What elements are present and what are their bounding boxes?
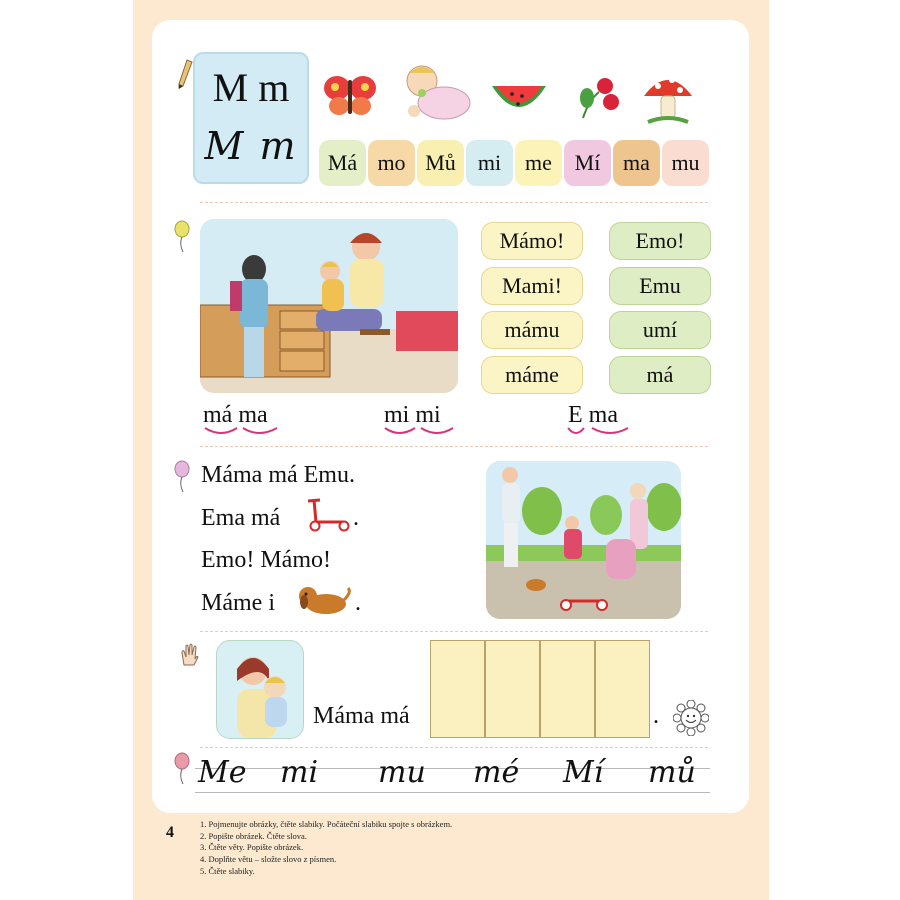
sentence (201, 505, 280, 532)
balloon-icon (174, 460, 190, 494)
kitchen-scene-image (200, 219, 458, 393)
syllable-text: mi (477, 150, 502, 175)
word-text: máme (505, 362, 559, 387)
cursive-syllable: Mí (563, 755, 604, 790)
letter-write-cell[interactable] (430, 640, 485, 738)
syllable-text: me (525, 150, 552, 175)
syllable-tile[interactable] (613, 140, 660, 186)
word-text: umí (642, 317, 678, 342)
syllable-text: Má (327, 150, 358, 175)
syllable-arc (566, 426, 632, 438)
letter-print: M m (212, 65, 290, 110)
sentence-end: . (355, 590, 361, 616)
syllable-pair: má ma (203, 402, 268, 428)
sentence (201, 590, 275, 617)
page-number: 4 (166, 824, 174, 841)
syllable-tile[interactable] (319, 140, 366, 186)
word-text: Emu (639, 273, 681, 298)
balloon-icon (174, 220, 190, 254)
sentence-end: . (353, 505, 359, 531)
letter-cursive: M m (204, 124, 298, 168)
word-tile[interactable] (609, 356, 711, 394)
letter-write-cell[interactable] (540, 640, 595, 738)
writing-guide-line (195, 792, 710, 793)
syllable-pair: E ma (568, 402, 618, 428)
syllable-pair: mi mi (384, 402, 441, 428)
balloon-icon (174, 752, 190, 786)
sentence-text: Máme i (201, 590, 275, 616)
cursive-syllable: mů (648, 755, 696, 790)
syllable-tile[interactable] (515, 140, 562, 186)
instruction-line: 1. Pojmenujte obrázky, čtěte slabiky. Počáteční slabiku spojte s obrázkem. (200, 819, 453, 829)
letter-write-cell[interactable] (485, 640, 540, 738)
syllable-text: mu (671, 150, 700, 175)
syllable-text: ma (623, 150, 650, 175)
syllable-tile[interactable] (466, 140, 513, 186)
word-tile[interactable] (481, 356, 583, 394)
cursive-syllable: mi (280, 755, 319, 790)
letter-write-cell[interactable] (595, 640, 650, 738)
syllable-tile[interactable] (564, 140, 611, 186)
syllable-text: mo (377, 150, 406, 175)
instruction-line: 5. Čtěte slabiky. (200, 866, 255, 876)
writing-guide-line (195, 768, 710, 769)
sentence-text: Ema má (201, 505, 281, 531)
fill-sentence-end: . (653, 703, 659, 729)
instruction-line: 3. Čtěte věty. Popište obrázek. (200, 842, 304, 852)
section-divider (200, 202, 708, 203)
word-tile[interactable] (609, 222, 711, 260)
word-text: Emo! (635, 228, 685, 253)
syllable-arc (383, 426, 457, 438)
syllable-text: Mů (425, 150, 456, 175)
instruction-line: 2. Popište obrázek. Čtěte slova. (200, 831, 307, 841)
word-tile[interactable] (481, 222, 583, 260)
instruction-line: 4. Doplňte větu – složte slovo z písmen. (200, 854, 337, 864)
baby-icon (400, 63, 474, 129)
mother-baby-image (216, 640, 304, 739)
word-text: má (646, 362, 674, 387)
cursive-syllable: Me (198, 755, 247, 790)
sentence: Emo! Mámo! (201, 547, 331, 573)
park-scene-image (486, 461, 681, 619)
syllable-tile[interactable] (368, 140, 415, 186)
watermelon-icon (490, 80, 548, 116)
hand-icon (178, 643, 200, 667)
syllable-arc (203, 426, 281, 438)
word-tile[interactable] (481, 267, 583, 305)
section-divider (200, 631, 708, 632)
fill-sentence: Máma má (313, 703, 410, 729)
smiley-flower-icon (673, 700, 709, 736)
raspberry-icon (577, 72, 621, 120)
word-tile[interactable] (481, 311, 583, 349)
word-text: Mami! (502, 273, 562, 298)
butterfly-icon (322, 72, 378, 118)
syllable-tile[interactable] (417, 140, 464, 186)
dog-icon (296, 582, 352, 618)
cursive-syllable: mé (473, 755, 520, 790)
mushroom-icon (642, 70, 694, 126)
word-tile[interactable] (609, 311, 711, 349)
word-tile[interactable] (609, 267, 711, 305)
syllable-tile[interactable] (662, 140, 709, 186)
word-text: mámu (504, 317, 560, 342)
pencil-icon (176, 58, 194, 92)
scooter-icon (304, 498, 352, 532)
cursive-syllable: mu (378, 755, 426, 790)
section-divider (200, 446, 708, 447)
sentence: Máma má Emu. (201, 462, 355, 488)
word-text: Mámo! (499, 228, 565, 253)
letter-card (193, 52, 309, 184)
syllable-text: Mí (574, 150, 601, 175)
section-divider (200, 747, 708, 748)
